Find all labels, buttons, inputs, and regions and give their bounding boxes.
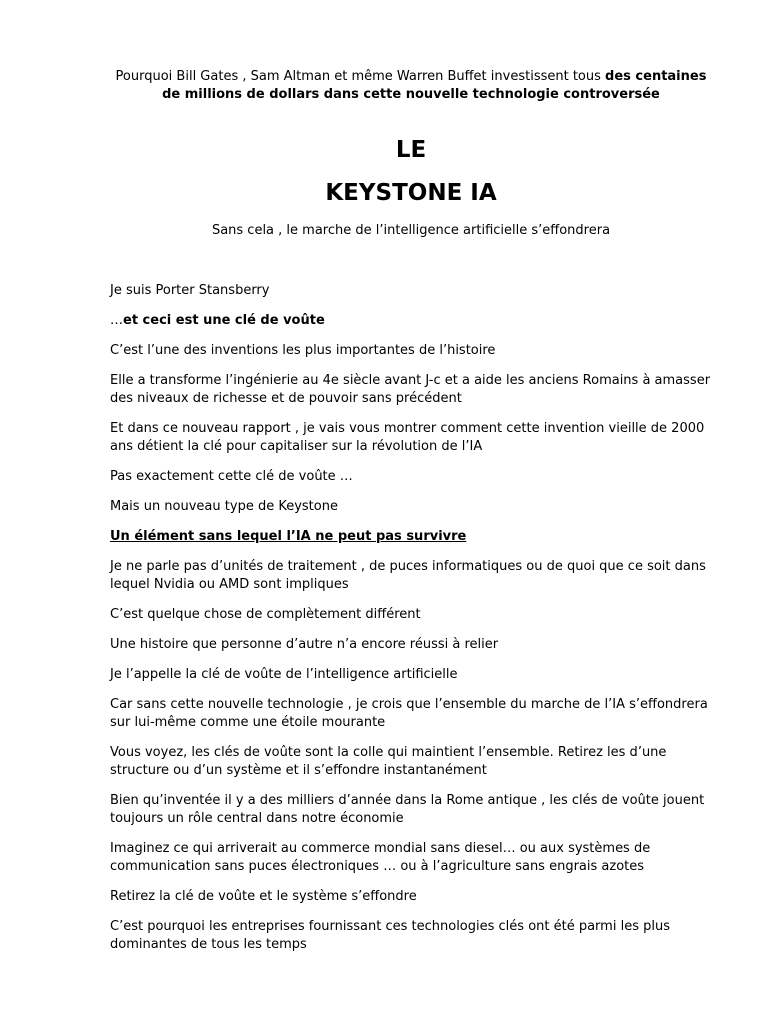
paragraph: Une histoire que personne d’autre n’a encore réussi à relier: [110, 637, 499, 652]
subtitle: Sans cela , le marche de l’intelligence artificielle s’effondrera: [211, 223, 611, 238]
paragraph: C’est pourquoi les entreprises fournissant ces technologies clés ont été parmi les plus dominantes de tous les temps: [110, 919, 670, 952]
paragraph: Mais un nouveau type de Keystone: [110, 499, 338, 514]
intro-plain-text: Pourquoi Bill Gates , Sam Altman et même Warren Buffet investissent tous: [115, 69, 606, 84]
title-line-le: LE: [395, 137, 427, 163]
paragraph: Imaginez ce qui arriverait au commerce mondial sans diesel… ou aux systèmes de communication sans puces électroniques … ou à l’agriculture sans engrais azotes: [110, 841, 651, 874]
paragraph: Car sans cette nouvelle technologie , je crois que l’ensemble du marche de l’IA s’effondrera sur lui-même comme une étoile mourante: [110, 697, 708, 730]
paragraph: Retirez la clé de voûte et le système s’effondre: [110, 889, 417, 904]
ellipsis-prefix: …: [110, 313, 123, 328]
paragraph: Et dans ce nouveau rapport , je vais vous montrer comment cette invention vieille de 2000 ans détient la clé pour capitaliser sur la révolution de l’IA: [110, 421, 705, 454]
paragraph-underlined-heading: Un élément sans lequel l’IA ne peut pas survivre: [110, 529, 467, 544]
intro-bold-text: des centaines de millions de dollars dans cette nouvelle technologie controversée: [162, 69, 707, 102]
paragraph: Pas exactement cette clé de voûte …: [110, 469, 353, 484]
paragraph-keystone: [110, 312, 712, 330]
body-text: [110, 282, 712, 966]
paragraph: Je l’appelle la clé de voûte de l’intelligence artificielle: [110, 667, 458, 682]
paragraph: C’est quelque chose de complètement différent: [110, 607, 421, 622]
paragraph: C’est l’une des inventions les plus importantes de l’histoire: [110, 343, 496, 358]
keystone-bold-text: et ceci est une clé de voûte: [123, 313, 325, 328]
paragraph-intro-name: Je suis Porter Stansberry: [110, 283, 270, 298]
title-line-keystone: KEYSTONE IA: [325, 180, 497, 206]
paragraph: Bien qu’inventée il y a des milliers d’année dans la Rome antique , les clés de voûte jouent toujours un rôle central dans notre économie: [110, 793, 705, 826]
paragraph: Elle a transforme l’ingénierie au 4e siècle avant J-c et a aide les anciens Romains à amasser des niveaux de richesse et de pouvoir sans précédent: [110, 373, 711, 406]
paragraph: Je ne parle pas d’unités de traitement , de puces informatiques ou de quoi que ce soit dans lequel Nvidia ou AMD sont impliques: [110, 559, 706, 592]
paragraph: Vous voyez, les clés de voûte sont la colle qui maintient l’ensemble. Retirez les d’une structure ou d’un système et il s’effondre instantanément: [110, 745, 667, 778]
intro-heading: [110, 68, 712, 104]
